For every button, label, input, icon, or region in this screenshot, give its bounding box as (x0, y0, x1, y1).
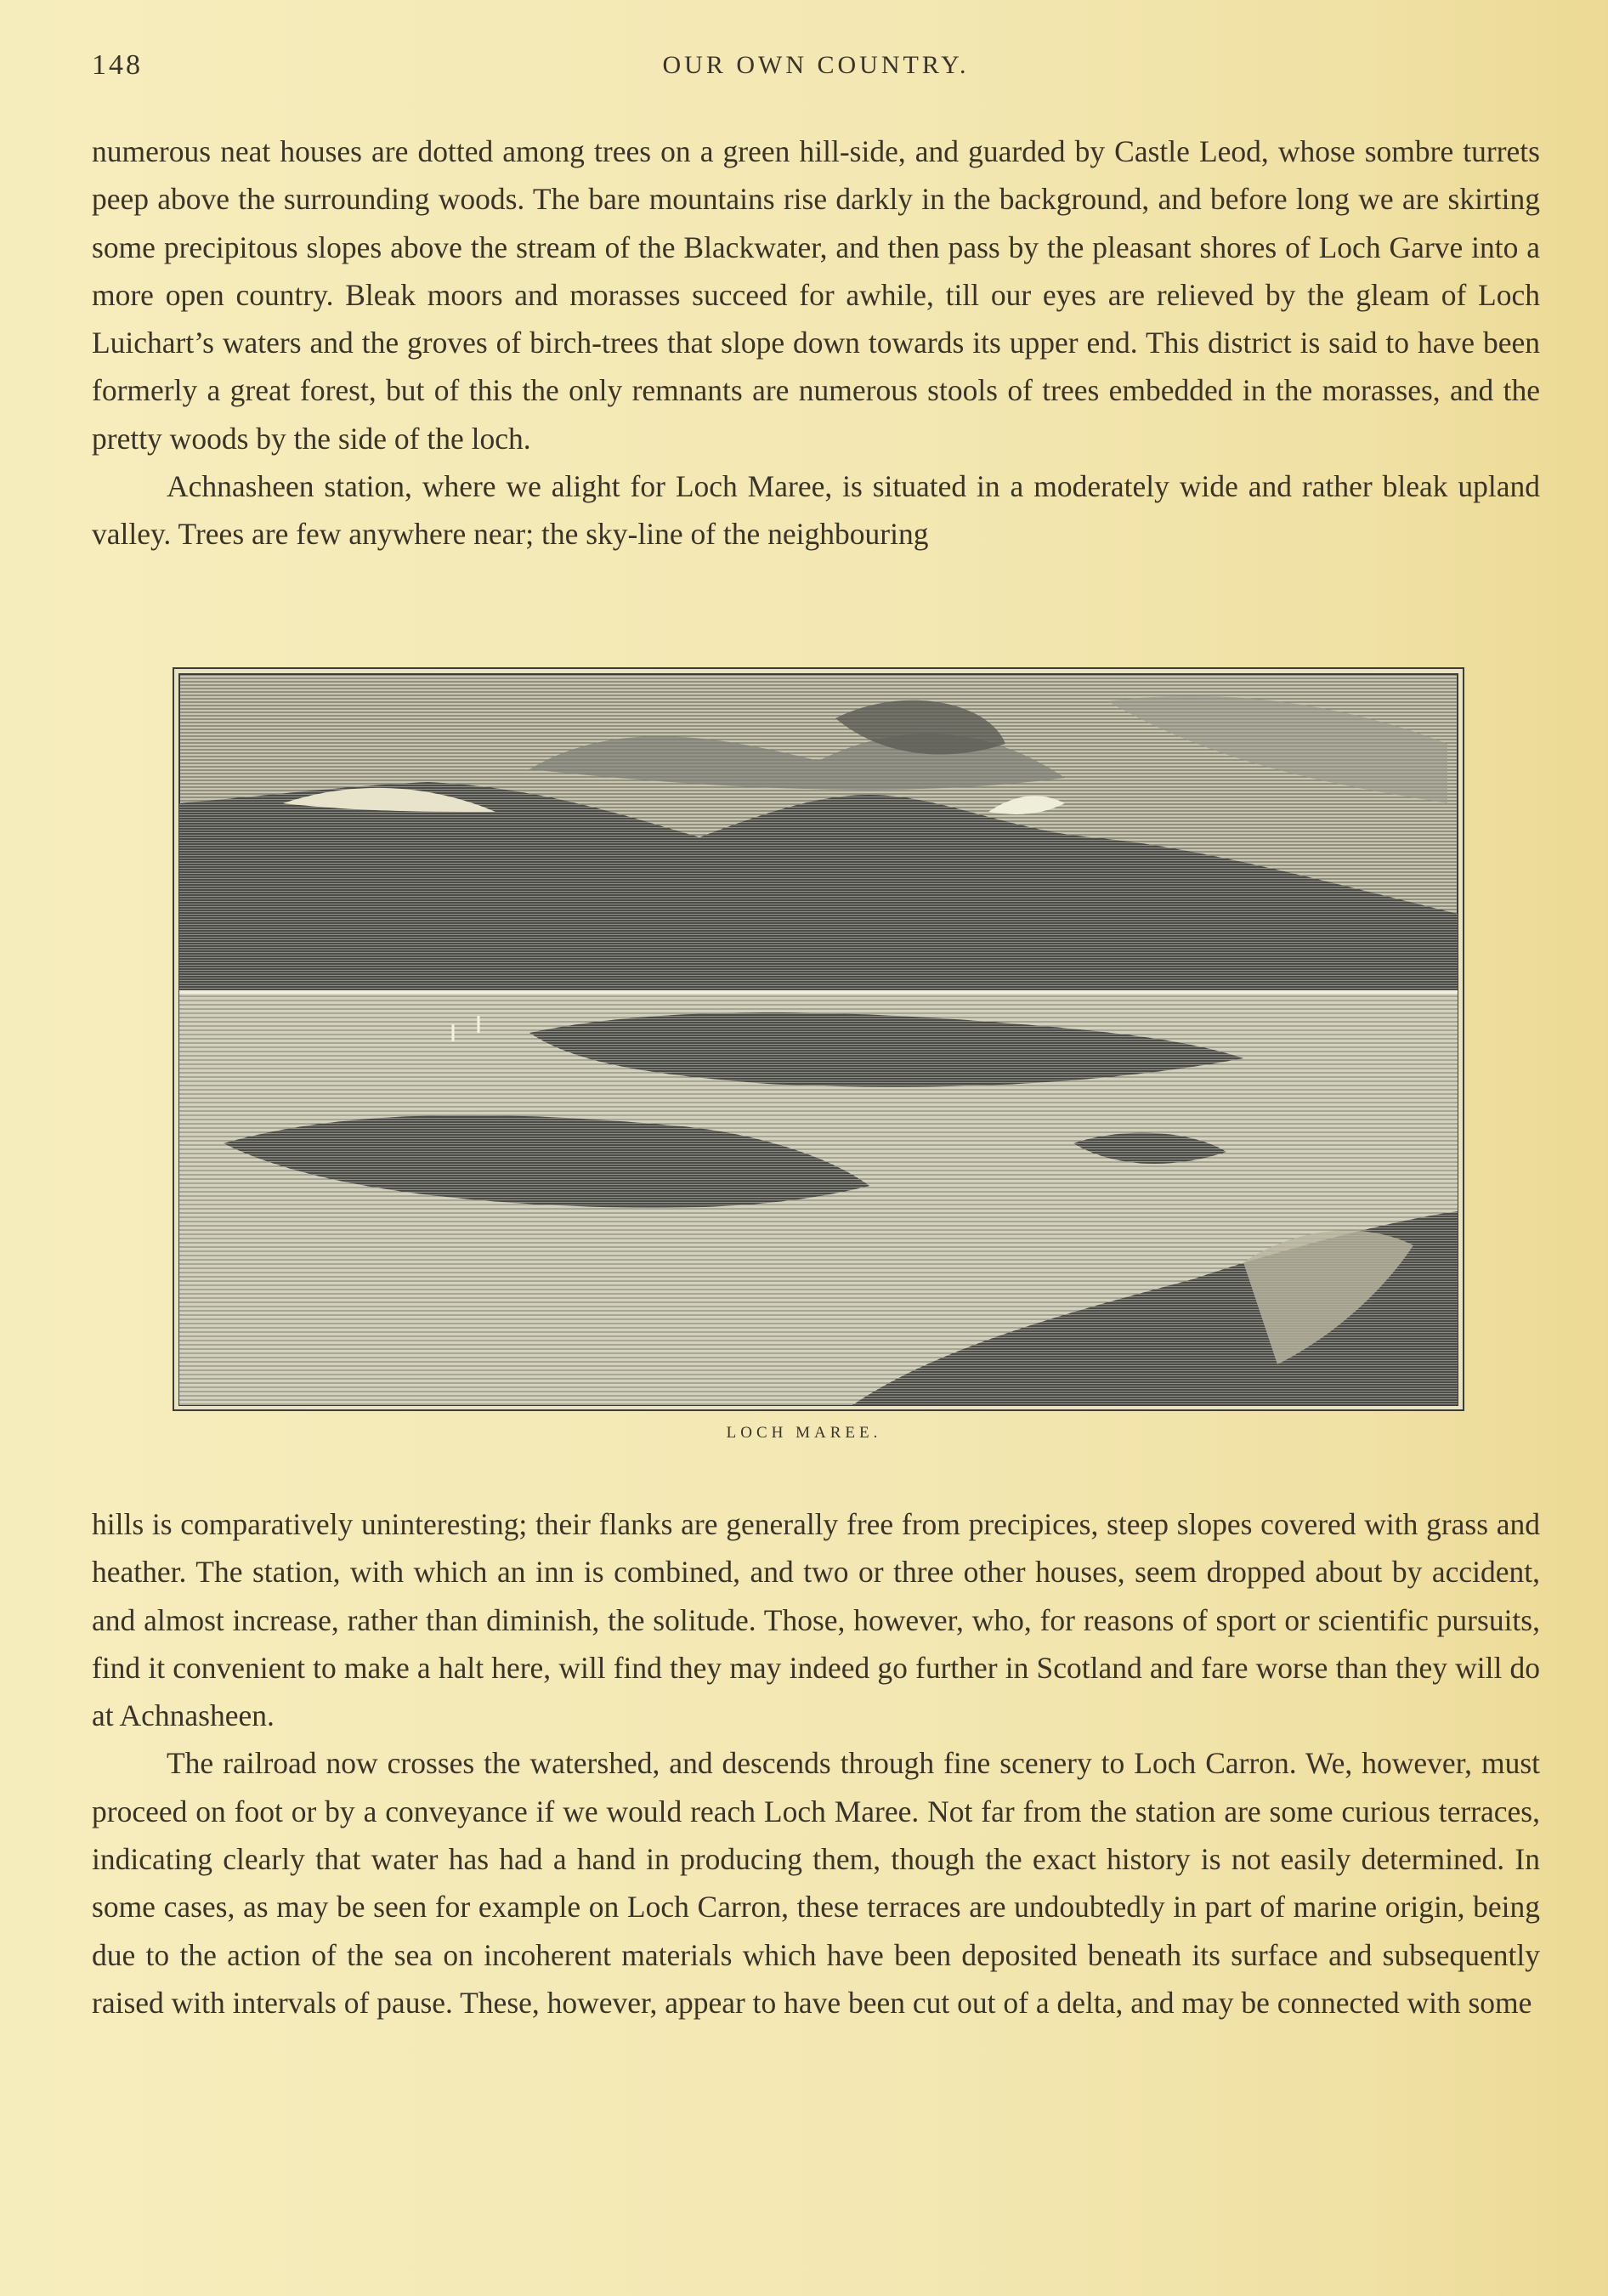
paragraph: The railroad now crosses the watershed, and descends through fine scenery to Loch Carron. We, however, must proceed on foot or by a conveyance if we would reach Loch Maree. Not far from the station are some curious terraces, indicating clearly that water has had a hand in producing them, though the exact history is not easily determined. In some cases, as may be seen for example on Loch Carron, these terraces are undoubtedly in part of marine origin, being due to the action of the sea on incoherent materials which have been deposited beneath its surface and subsequently raised with intervals of pause. These, however, appear to have been cut out of a delta, and may be connected with some (92, 1746, 1540, 2020)
body-text-top (92, 128, 1540, 558)
paragraph: Achnasheen station, where we alight for Loch Maree, is situated in a moderately wide and rather bleak upland valley. Trees are few anywhere near; the sky-line of the neighbouring (92, 469, 1540, 552)
page-number: 148 (92, 49, 143, 81)
running-head: OUR OWN COUNTRY. (662, 51, 970, 79)
figure-caption: LOCH MAREE. (726, 1424, 882, 1442)
loch-maree-engraving (173, 667, 1464, 1411)
page-header (92, 49, 1540, 90)
paragraph: numerous neat houses are dotted among trees on a green hill-side, and guarded by Castle Leod, whose sombre turrets peep above the surrounding woods. The bare mountains rise darkly in the background, and before long we are skirting some precipitous slopes above the stream of the Blackwater, and then pass by the pleasant shores of Loch Garve into a more open country. Bleak moors and morasses succeed for awhile, till our eyes are relieved by the gleam of Loch Luichart’s waters and the groves of birch-trees that slope down towards its upper end. This district is said to have been formerly a great forest, but of this the only remnants are numerous stools of trees embedded in the morasses, and the pretty woods by the side of the loch. (92, 134, 1540, 456)
body-text-bottom (92, 1500, 1540, 2027)
paragraph: hills is comparatively uninteresting; their flanks are generally free from precipices, steep slopes covered with grass and heather. The station, with which an inn is combined, and two or three other houses, seem dropped about by accident, and almost increase, rather than diminish, the solitude. Those, however, who, for reasons of sport or scientific pursuits, find it convenient to make a halt here, will find they may indeed go further in Scotland and fare worse than they will do at Achnasheen. (92, 1507, 1540, 1733)
